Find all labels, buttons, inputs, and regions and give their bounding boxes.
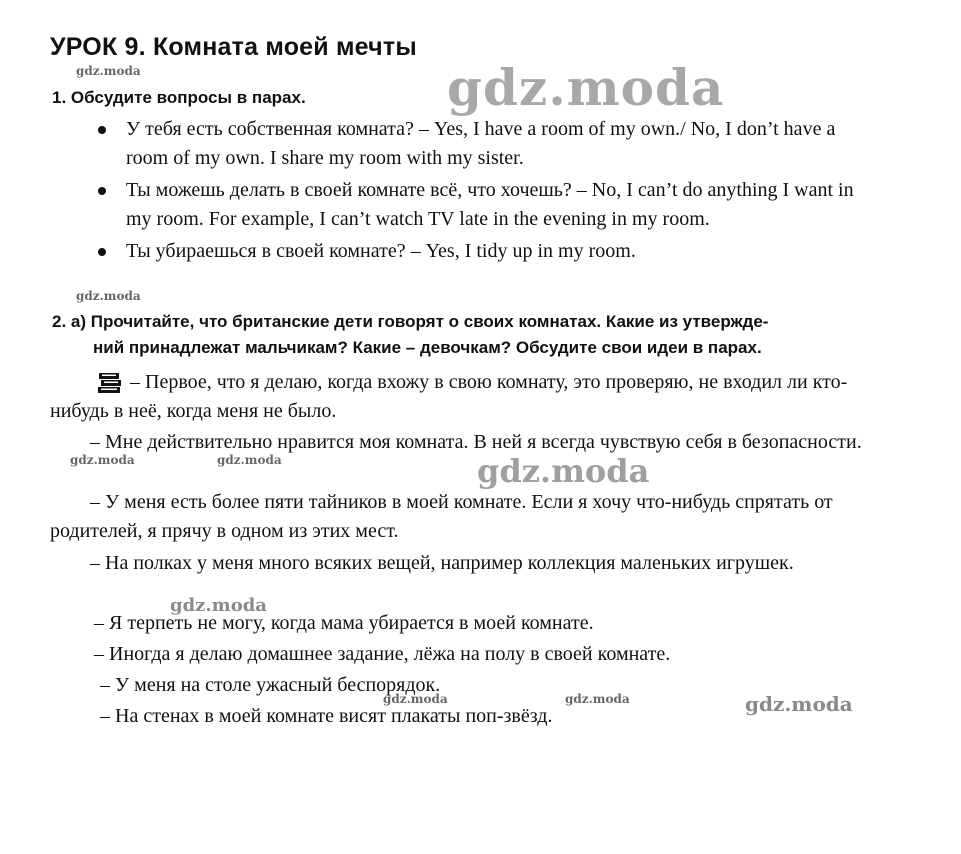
watermark-small: gdz.moda [383, 692, 448, 706]
watermark-small: gdz.moda [76, 289, 141, 303]
task2-heading-line2: ний принадлежат мальчикам? Какие – девочкам? Обсудите свои идеи в парах. [93, 338, 762, 357]
task2-heading-line1: 2. а) Прочитайте, что британские дети говорят о своих комнатах. Какие из утвержде- [52, 312, 769, 331]
statement-8: – На стенах в моей комнате висят плакаты поп-звёзд. [100, 705, 553, 727]
statement-3: – У меня есть более пяти тайников в моей комнате. Если я хочу что-нибудь спрятать от родителей, я прячу в одном из этих мест. [50, 491, 833, 542]
list-item [96, 115, 866, 173]
statement-7: – У меня на столе ужасный беспорядок. [100, 674, 441, 696]
bullet-icon [98, 248, 106, 256]
bullet-icon [98, 126, 106, 134]
bullet-icon [98, 187, 106, 195]
statement-4: – На полках у меня много всяких вещей, например коллекция маленьких игрушек. [90, 552, 794, 574]
task1-question-list [96, 115, 866, 269]
question-text: Ты убираешься в своей комнате? – Yes, I tidy up in my room. [126, 240, 636, 262]
question-text: У тебя есть собственная комната? – Yes, I have a room of my own./ No, I don’t have a room of my own. I share my room with my sister. [126, 118, 836, 169]
watermark-large: gdz.moda [745, 692, 853, 716]
statement-1: – Первое, что я делаю, когда вхожу в свою комнату, это проверяю, не входил ли кто-нибудь в неё, когда меня не было. [50, 371, 848, 422]
watermark-large: gdz.moda [170, 595, 267, 616]
statement-2: – Мне действительно нравится моя комната. В ней я всегда чувствую себя в безопасности. [90, 431, 862, 453]
watermark-small: gdz.moda [217, 453, 282, 467]
statement-5: – Я терпеть не могу, когда мама убирается в моей комнате. [94, 612, 594, 634]
watermark-small: gdz.moda [76, 64, 141, 78]
watermark-small: gdz.moda [70, 453, 135, 467]
page-title: УРОК 9. Комната моей мечты [50, 33, 417, 61]
task1-heading: 1. Обсудите вопросы в парах. [52, 88, 306, 107]
watermark-small: gdz.moda [565, 692, 630, 706]
list-item [96, 176, 866, 234]
statement-6: – Иногда я делаю домашнее задание, лёжа на полу в своей комнате. [94, 643, 671, 665]
watermark-large: gdz.moda [477, 452, 650, 490]
list-item [96, 237, 866, 266]
watermark-large: gdz.moda [447, 58, 725, 117]
question-text: Ты можешь делать в своей комнате всё, что хочешь? – No, I can’t do anything I want in my room. For example, I can’t watch TV late in the evening in my room. [126, 179, 854, 230]
